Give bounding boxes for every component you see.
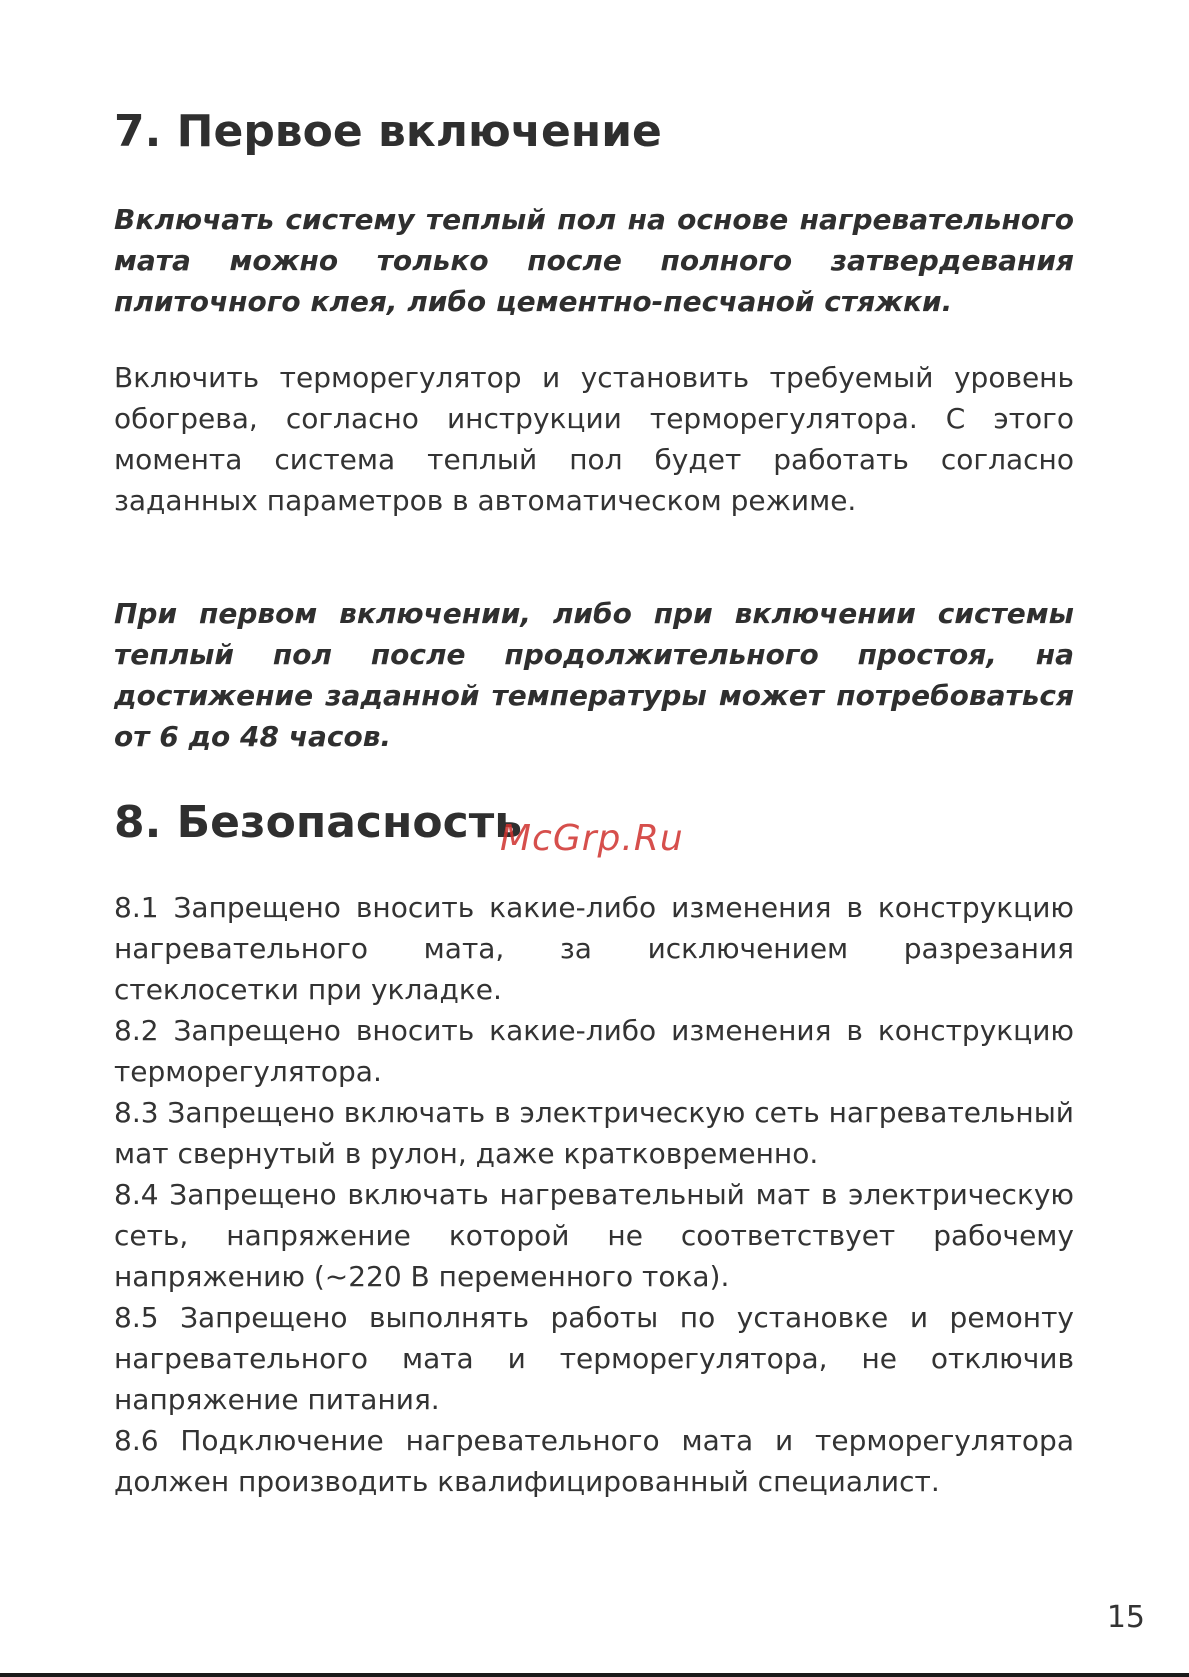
safety-rules-list xyxy=(114,887,1074,1502)
bottom-divider xyxy=(0,1673,1189,1677)
watermark: McGrp.Ru xyxy=(500,818,684,859)
safety-rule-8-4: 8.4 Запрещено включать нагревательный мат в электрическую сеть, напряжение которой не соответствует рабочему напряжению (~220 В переменного тока). xyxy=(114,1178,1074,1293)
safety-rule-8-6: 8.6 Подключение нагревательного мата и терморегулятора должен производить квалифицированный специалист. xyxy=(114,1424,1074,1498)
safety-rule-8-1: 8.1 Запрещено вносить какие-либо изменения в конструкцию нагревательного мата, за исключением разрезания стеклосетки при укладке. xyxy=(114,891,1074,1006)
safety-rule-8-3: 8.3 Запрещено включать в электрическую сеть нагревательный мат свернутый в рулон, даже кратковременно. xyxy=(114,1096,1074,1170)
section-7-title: 7. Первое включение xyxy=(114,106,662,157)
section-7-instruction: Включить терморегулятор и установить требуемый уровень обогрева, согласно инструкции терморегулятора. С этого момента система теплый пол будет работать согласно заданных параметров в автоматическом режиме. xyxy=(114,361,1074,517)
section-7-warning-1: Включать систему теплый пол на основе нагревательного мата можно только после полного затвердевания плиточного клея, либо цементно-песчаной стяжки. xyxy=(114,203,1074,318)
section-7-warning-2: При первом включении, либо при включении системы теплый пол после продолжительного простоя, на достижение заданной температуры может потребоваться от 6 до 48 часов. xyxy=(114,597,1074,753)
safety-rule-8-2: 8.2 Запрещено вносить какие-либо изменения в конструкцию терморегулятора. xyxy=(114,1014,1074,1088)
safety-rule-8-5: 8.5 Запрещено выполнять работы по установке и ремонту нагревательного мата и терморегулятора, не отключив напряжение питания. xyxy=(114,1301,1074,1416)
page-number: 15 xyxy=(1106,1600,1145,1635)
section-8-title: 8. Безопасность xyxy=(114,797,523,848)
